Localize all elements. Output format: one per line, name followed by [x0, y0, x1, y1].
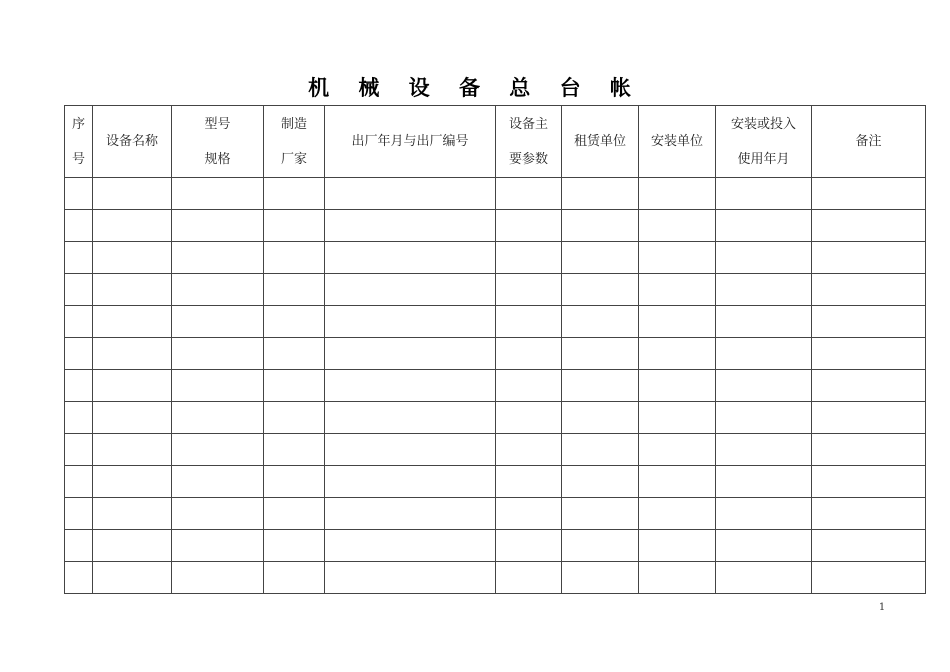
table-cell[interactable] [562, 274, 639, 306]
table-cell[interactable] [496, 210, 562, 242]
header-manufacture-date-serial: 出厂年月与出厂编号 [325, 106, 496, 178]
table-cell[interactable] [172, 498, 264, 530]
table-cell[interactable] [93, 178, 172, 210]
table-row [65, 370, 926, 402]
table-cell[interactable] [264, 178, 325, 210]
table-row [65, 466, 926, 498]
table-cell[interactable] [264, 530, 325, 562]
table-row [65, 242, 926, 274]
table-cell[interactable] [93, 402, 172, 434]
table-cell[interactable] [639, 306, 716, 338]
table-cell[interactable] [264, 498, 325, 530]
table-cell[interactable] [65, 466, 93, 498]
table-cell[interactable] [562, 530, 639, 562]
table-cell[interactable] [65, 370, 93, 402]
table-cell[interactable] [325, 178, 496, 210]
header-installation-unit: 安装单位 [639, 106, 716, 178]
page-number: 1 [878, 602, 886, 613]
table-cell[interactable] [562, 242, 639, 274]
table-row [65, 274, 926, 306]
table-cell[interactable] [325, 338, 496, 370]
table-cell[interactable] [172, 466, 264, 498]
table-cell[interactable] [93, 338, 172, 370]
table-cell[interactable] [65, 242, 93, 274]
table-cell[interactable] [93, 530, 172, 562]
table-cell[interactable] [172, 370, 264, 402]
table-cell[interactable] [716, 370, 812, 402]
table-row [65, 434, 926, 466]
table-cell[interactable] [639, 178, 716, 210]
table-cell[interactable] [562, 466, 639, 498]
table-cell[interactable] [65, 338, 93, 370]
table-cell[interactable] [562, 434, 639, 466]
table-cell[interactable] [65, 434, 93, 466]
table-cell[interactable] [639, 370, 716, 402]
table-cell[interactable] [264, 210, 325, 242]
table-cell[interactable] [716, 306, 812, 338]
table-cell[interactable] [812, 274, 926, 306]
table-cell[interactable] [65, 530, 93, 562]
table-cell[interactable] [325, 402, 496, 434]
header-manufacturer: 制造 厂家 [264, 106, 325, 178]
table-row [65, 562, 926, 594]
table-cell[interactable] [172, 562, 264, 594]
table-cell[interactable] [812, 242, 926, 274]
table-cell[interactable] [496, 338, 562, 370]
table-cell[interactable] [325, 242, 496, 274]
table-cell[interactable] [812, 562, 926, 594]
table-row [65, 402, 926, 434]
table-cell[interactable] [496, 306, 562, 338]
table-cell[interactable] [172, 306, 264, 338]
table-cell[interactable] [812, 338, 926, 370]
table-cell[interactable] [264, 338, 325, 370]
header-remarks: 备注 [812, 106, 926, 178]
table-cell[interactable] [639, 530, 716, 562]
table-cell[interactable] [93, 370, 172, 402]
table-cell[interactable] [172, 434, 264, 466]
table-cell[interactable] [562, 306, 639, 338]
equipment-ledger-table [64, 105, 926, 594]
table-row [65, 210, 926, 242]
table-cell[interactable] [562, 402, 639, 434]
table-cell[interactable] [325, 530, 496, 562]
table-row [65, 306, 926, 338]
table-cell[interactable] [716, 530, 812, 562]
table-cell[interactable] [716, 338, 812, 370]
table-cell[interactable] [716, 210, 812, 242]
table-cell[interactable] [812, 466, 926, 498]
table-cell[interactable] [264, 306, 325, 338]
table-cell[interactable] [496, 562, 562, 594]
table-cell[interactable] [65, 210, 93, 242]
table-cell[interactable] [639, 498, 716, 530]
table-cell[interactable] [812, 370, 926, 402]
table-cell[interactable] [496, 242, 562, 274]
table-cell[interactable] [716, 466, 812, 498]
table-cell[interactable] [325, 562, 496, 594]
table-cell[interactable] [65, 562, 93, 594]
table-cell[interactable] [812, 530, 926, 562]
table-cell[interactable] [325, 498, 496, 530]
table-row [65, 338, 926, 370]
table-cell[interactable] [264, 434, 325, 466]
table-cell[interactable] [172, 178, 264, 210]
table-cell[interactable] [93, 306, 172, 338]
table-cell[interactable] [562, 498, 639, 530]
table-cell[interactable] [496, 178, 562, 210]
table-row [65, 530, 926, 562]
table-cell[interactable] [93, 242, 172, 274]
table-cell[interactable] [93, 562, 172, 594]
table-cell[interactable] [325, 466, 496, 498]
header-main-parameters: 设备主 要参数 [496, 106, 562, 178]
table-cell[interactable] [496, 370, 562, 402]
table-cell[interactable] [264, 562, 325, 594]
table-cell[interactable] [264, 466, 325, 498]
table-cell[interactable] [639, 210, 716, 242]
table-cell[interactable] [496, 402, 562, 434]
table-cell[interactable] [93, 466, 172, 498]
table-cell[interactable] [264, 242, 325, 274]
table-cell[interactable] [639, 242, 716, 274]
table-cell[interactable] [325, 370, 496, 402]
table-cell[interactable] [496, 530, 562, 562]
table-cell[interactable] [716, 498, 812, 530]
table-cell[interactable] [172, 402, 264, 434]
table-cell[interactable] [65, 498, 93, 530]
table-cell[interactable] [65, 306, 93, 338]
table-cell[interactable] [639, 402, 716, 434]
table-cell[interactable] [639, 562, 716, 594]
header-row [65, 106, 926, 178]
table-cell[interactable] [812, 306, 926, 338]
table-cell[interactable] [639, 434, 716, 466]
table-cell[interactable] [639, 274, 716, 306]
table-cell[interactable] [812, 434, 926, 466]
table-row [65, 178, 926, 210]
table-cell[interactable] [812, 498, 926, 530]
table-cell[interactable] [264, 402, 325, 434]
table-cell[interactable] [93, 498, 172, 530]
table-cell[interactable] [93, 434, 172, 466]
table-cell[interactable] [264, 274, 325, 306]
table-cell[interactable] [639, 338, 716, 370]
table-cell[interactable] [65, 274, 93, 306]
table-cell[interactable] [65, 402, 93, 434]
table-cell[interactable] [562, 370, 639, 402]
table-row [65, 498, 926, 530]
table-cell[interactable] [325, 434, 496, 466]
table-cell[interactable] [264, 370, 325, 402]
table-cell[interactable] [562, 178, 639, 210]
header-model-spec: 型号 规格 [172, 106, 264, 178]
table-cell[interactable] [562, 210, 639, 242]
ledger-body [65, 178, 926, 594]
table-cell[interactable] [562, 338, 639, 370]
header-equipment-name: 设备名称 [93, 106, 172, 178]
table-cell[interactable] [562, 562, 639, 594]
table-cell[interactable] [496, 274, 562, 306]
table-cell[interactable] [716, 178, 812, 210]
table-cell[interactable] [172, 338, 264, 370]
table-cell[interactable] [93, 210, 172, 242]
table-cell[interactable] [172, 274, 264, 306]
table-cell[interactable] [812, 210, 926, 242]
table-cell[interactable] [716, 562, 812, 594]
header-leasing-unit: 租赁单位 [562, 106, 639, 178]
table-cell[interactable] [325, 210, 496, 242]
table-cell[interactable] [65, 178, 93, 210]
document-title: 机 械 设 备 总 台 帐 [308, 76, 642, 100]
table-cell[interactable] [716, 242, 812, 274]
table-cell[interactable] [496, 466, 562, 498]
table-cell[interactable] [639, 466, 716, 498]
header-install-use-date: 安装或投入 使用年月 [716, 106, 812, 178]
table-cell[interactable] [812, 402, 926, 434]
table-cell[interactable] [716, 274, 812, 306]
table-cell[interactable] [716, 434, 812, 466]
table-cell[interactable] [172, 530, 264, 562]
header-serial-no: 序 号 [65, 106, 93, 178]
table-cell[interactable] [325, 306, 496, 338]
table-cell[interactable] [716, 402, 812, 434]
table-cell[interactable] [172, 242, 264, 274]
table-cell[interactable] [812, 178, 926, 210]
table-cell[interactable] [325, 274, 496, 306]
table-cell[interactable] [93, 274, 172, 306]
table-cell[interactable] [496, 498, 562, 530]
table-cell[interactable] [496, 434, 562, 466]
table-cell[interactable] [172, 210, 264, 242]
